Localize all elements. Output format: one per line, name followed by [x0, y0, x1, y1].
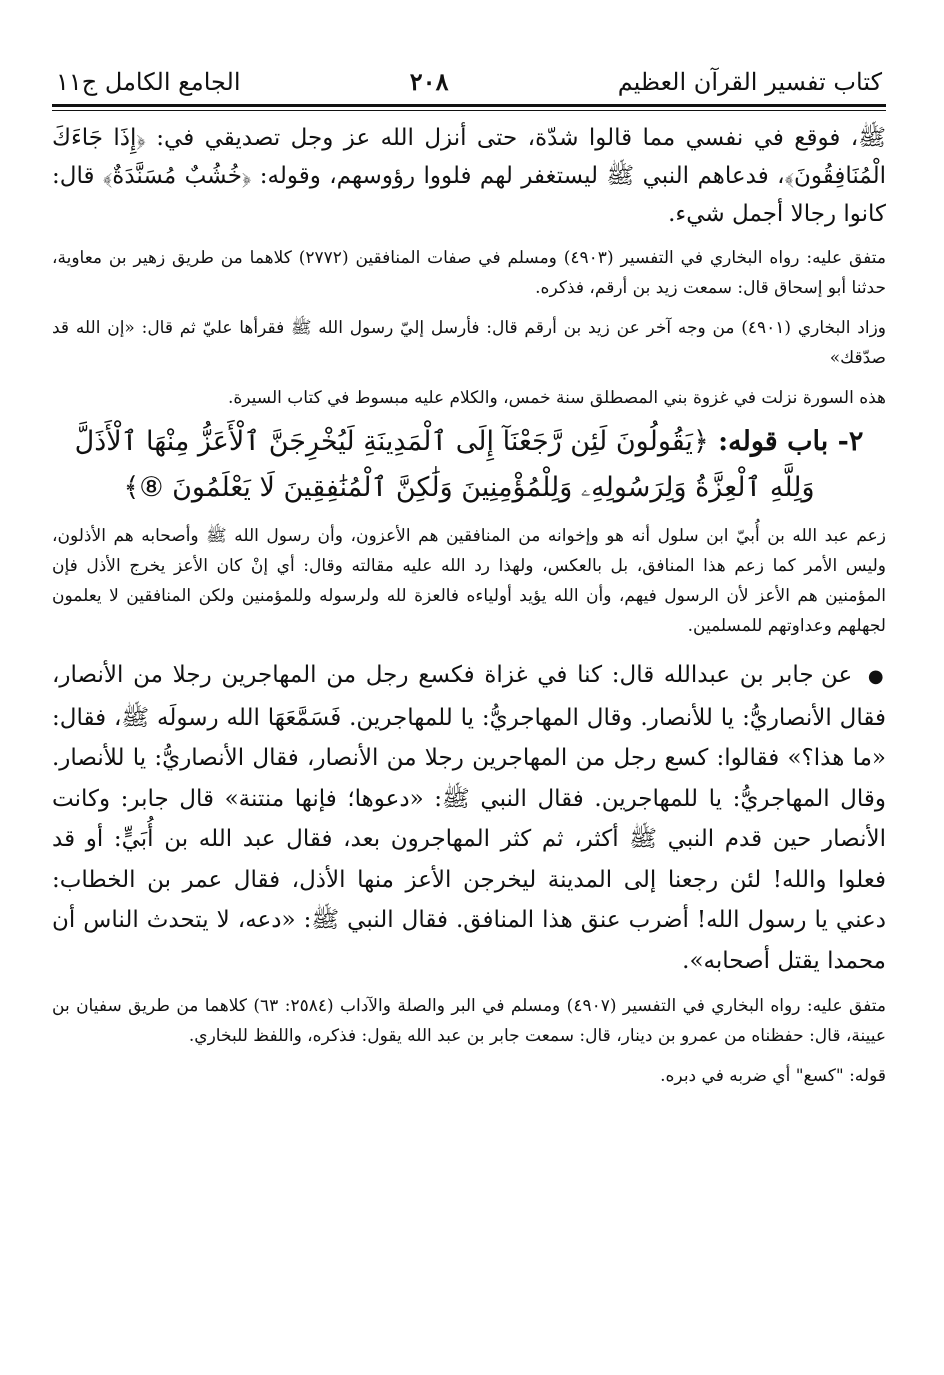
chapter-label: ٢- باب قوله: [718, 426, 864, 457]
takhrij-note-3: متفق عليه: رواه البخاري في التفسير (٤٩٠٧) ومسلم في البر والصلة والآداب (٢٥٨٤: ٦٣) كلاهما من طريق سفيان بن عيينة، قال: حفظناه من عمرو بن دينار، قال: سمعت جابر بن عبد الله يقول: فذكره، واللفظ للبخاري. [52, 996, 886, 1046]
header-volume-title: الجامع الكامل ج١١ [56, 68, 241, 96]
chapter-heading [52, 419, 886, 511]
chapter-ayah: ﴿يَقُولُونَ لَئِن رَّجَعْنَآ إِلَى ٱلْمَدِينَةِ لَيُخْرِجَنَّ ٱلْأَعَزُّ مِنْهَا ٱلْأَذَلَّ وَلِلَّهِ ٱلْعِزَّةُ وَلِرَسُولِهِۦ وَلِلْمُؤْمِنِينَ وَلَٰكِنَّ ٱلْمُنَٰفِقِينَ لَا يَعْلَمُونَ ⑧﴾ [74, 426, 815, 503]
hadith-paragraph [52, 655, 886, 981]
page-number: ٢٠٨ [409, 67, 449, 96]
header-book-title: كتاب تفسير القرآن العظيم [617, 68, 882, 96]
bullet-marker: ● [867, 666, 886, 687]
hadith-text: عن جابر بن عبدالله قال: كنا في غزاة فكسع رجل من المهاجرين رجلا من الأنصار، فقال الأنصاريُّ: يا للأنصار. وقال المهاجريُّ: يا للمهاجرين. فَسَمَّعَهَا الله رسولَه ﷺ، فقال: «ما هذا؟» فقالوا: كسع رجل من المهاجرين رجلا من الأنصار، فقال الأنصاريُّ: يا للأنصار. وقال المهاجريُّ: يا للمهاجرين. فقال النبي ﷺ: «دعوها؛ فإنها منتنة» قال جابر: وكانت الأنصار حين قدم النبي ﷺ أكثر، ثم كثر المهاجرون بعد، فقال عبد الله بن أُبَيٍّ: أو قد فعلوا والله! لئن رجعنا إلى المدينة ليخرجن الأعز منها الأذل، فقال عمر بن الخطاب: دعني يا رسول الله! أضرب عنق هذا المنافق. فقال النبي ﷺ: «دعه، لا يتحدث الناس أن محمدا يقتل أصحابه». [52, 662, 886, 974]
takhrij-note-2: وزاد البخاري (٤٩٠١) من وجه آخر عن زيد بن أرقم قال: فأرسل إليّ رسول الله ﷺ فقرأها عليّ ثم قال: «إن الله قد صدّقك» [52, 318, 886, 368]
takhrij-note-1: متفق عليه: رواه البخاري في التفسير (٤٩٠٣) ومسلم في صفات المنافقين (٢٧٧٢) كلاهما من طريق زهير بن معاوية، حدثنا أبو إسحاق قال: سمعت زيد بن أرقم، فذكره. [52, 248, 886, 298]
header-rule-thin [52, 110, 886, 111]
header-rule-thick [52, 104, 886, 107]
running-header [52, 62, 886, 102]
note-surah-context: هذه السورة نزلت في غزوة بني المصطلق سنة خمس، والكلام عليه مبسوط في كتاب السيرة. [227, 388, 886, 408]
paragraph-hadith-continuation: ﷺ، فوقع في نفسي مما قالوا شدّة، حتى أنزل الله عز وجل تصديقي في: ﴿إِذَا جَاءَكَ الْمُنَافِقُونَ﴾، فدعاهم النبي ﷺ ليستغفر لهم فلووا رؤوسهم، وقوله: ﴿خُشُبٌ مُسَنَّدَةٌ﴾ قال: كانوا رجالا أجمل شيء. [52, 125, 886, 227]
word-explanation: قوله: "كسع" أي ضربه في دبره. [660, 1066, 886, 1086]
commentary-paragraph: زعم عبد الله بن أُبيّ ابن سلول أنه هو وإخوانه من المنافقين هم الأعزون، وأن رسول الله ﷺ وأصحابه هم الأذلون، وليس الأمر كما زعم هذا المنافق، بل بالعكس، ولهذا رد الله عليه مقالته وقال: أي إنْ كان الأعز يخرج الأذل فإن المؤمنين هم الأعز لأن الرسول فيهم، وأن الله يؤيد أولياءه فالعزة لله ولرسوله وللمؤمنين ولكن المنافقين لا يعلمون لجهلهم وعداوتهم للمسلمين. [52, 526, 886, 636]
